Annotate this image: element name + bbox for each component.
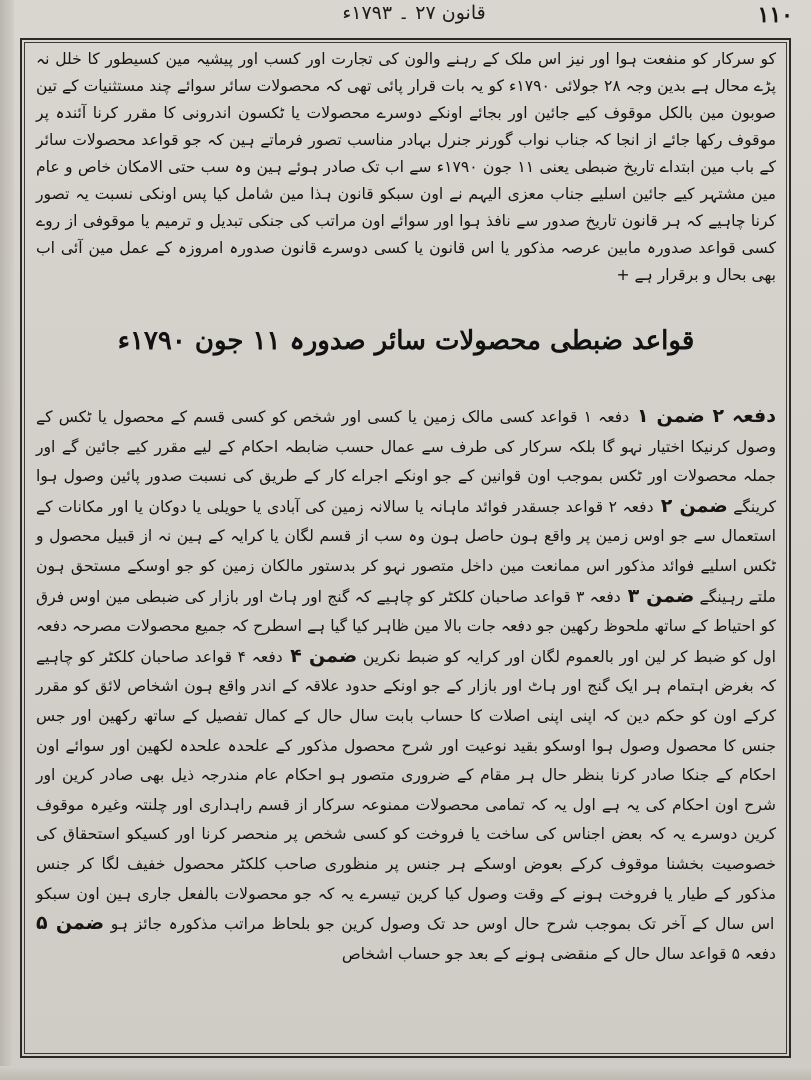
clause-2-text: دفعہ ۲ قواعد جسقدر فوائد ماہانہ یا سالانہ زمین کی آبادی یا حویلی یا دوکان یا اور مکانات کے استعمال سے جو اوس زمین پر واقع ہون حاصل ہون وہ سب از قسم لگان یا کرایہ کے ہین نہ از قبیل محصول و ٹکس اسلیے فوائد مذکور اس ممانعت مین داخل متصور نہو کر بدستور مالکان زمین کو جو اوسکے مستحق ہون ملتے رہینگے <box>36 497 776 606</box>
clause-2-label: ضمن ۲ <box>653 494 728 517</box>
intro-paragraph: کو سرکار کو منفعت ہوا اور نیز اس ملک کے رہنے والون کی تجارت اور کسب اور پیشیہ مین کسیطور کا خلل نہ پڑے محال ہے بدین وجہ ۲۸ جولائی ۱۷۹۰ء کو یہ بات قرار پائی تھی کہ محصولات سائر سوائے چند مستثنیات کے تین صوبون مین بالکل موقوف کیے جائین اور بجائے اونکے دوسرے محصولات یا ٹکسون اندرونی کا مقرر کرنا آئندہ پر موقوف رکھا جائے از انجا کہ جناب نواب گورنر جنرل بہادر مناسب تصور فرماتے ہین کہ جو قواعد محصولات سائر کے باب مین ابتداے تاریخ ضبطی یعنی ۱۱ جون ۱۷۹۰ء سے اب تک صادر ہوئے ہین وہ سب حتی الامکان خاص و عام مین مشتہر کیے جائین اسلیے جناب معزی الیہم نے اون سبکو قانون ہذا مین شامل کیا پس اونکی نسبت یہ تصور کرنا چاہیے کہ ہر قانون تاریخ صدور سے نافذ ہوا اور سوائے اون مراتب کی جنکی تبدیل و ترمیم یا موقوفی از روے کسی قواعد صدورہ مابین عرصہ مذکور یا اس قانون یا کسی دوسرے قانون صدورہ امروزہ کے عمل مین آئی اب بھی بحال و برقرار ہے + <box>36 50 776 284</box>
clauses-body <box>36 402 776 969</box>
clause-3-label: ضمن ۳ <box>620 584 695 607</box>
clause-1-label: دفعہ ۲ ضمن ۱ <box>629 405 776 427</box>
clause-1-text: دفعہ ۱ قواعد کسی مالک زمین یا کسی اور شخص کو کسی قسم کے محصول یا ٹکس کے وصول کرنیکا اختیار نہو گا بلکہ سرکار کی طرف سے عمال حسب ضابطہ احکام کے لیے مقرر کیے جائین گے اور جملہ محصولات اور ٹکس بموجب اون قوانین کے جو اونکے اجراے کار کے طریق کی نسبت صدور پائین وصول ہوا کرینگے <box>36 408 777 516</box>
clause-5-label: ضمن ۵ <box>36 912 105 935</box>
clause-4-label: ضمن ۴ <box>282 644 358 667</box>
running-title: قانون ۲۷ ۔ ۱۷۹۳ء <box>342 2 486 24</box>
clause-3-text: دفعہ ۳ قواعد صاحبان کلکٹر کو چاہیے کہ گنج اور ہاٹ اور بازار کی ضبطی مین اوس فرق کو احتیاط کے ساتھ ملحوظ رکھین جو دفعہ جات بالا مین ظاہر کیا گیا ہے اسطرح کہ جمیع محصولات مصرحہ دفعہ اول کو ضبط کر لین اور بالعموم لگان اور کرایہ کو ضبط نکرین <box>36 587 776 666</box>
page-edge-left <box>0 0 14 1080</box>
page-number: ۱۱۰ <box>757 2 793 28</box>
clause-5-text: دفعہ ۵ قواعد سال حال کے منقضی ہونے کے بعد جو حساب اشخاص <box>341 944 776 963</box>
clause-4-text: دفعہ ۴ قواعد صاحبان کلکٹر کو چاہیے کہ بغرض اہتمام ہر ایک گنج اور ہاٹ اور بازار کے جو اونکے حدود علاقہ کے اندر واقع ہون اشخاص لائق کو مقرر کرکے اون کو حکم دین کہ اپنی اپنی اصلات کا حساب بابت سال حال کے کمال تفصیل کے ساتھ رکھین اور جس جنس کا محصول وصول ہوا اوسکو بقید نوعیت اور شرح محصول مذکور کے علحدہ علحدہ لکھین اور سوائے اون احکام کے جنکا صادر کرنا بنظر حال ہر مقام کے ضروری متصور ہو احکام عام مندرجہ ذیل بھی صادر کرین اور شرح اون احکام کی یہ ہے اول یہ کہ تمامی محصولات ممنوعہ سرکار از قسم راہداری اور چلنتہ وغیرہ موقوف کرین دوسرے یہ کہ بعض اجناس کی ساخت یا فروخت کو کسی شخص پر منحصر کرنا اور کسیکو استحقاق کی خصوصیت بخشنا موقوف کرکے بعوض اوسکے ہر جنس پر منظوری صاحب کلکٹر محصول خفیف لگا کر جنس مذکور کے طیار یا فروخت ہونے کے وقت وصول کیا کرین تیسرے یہ کہ جو محصولات بالفعل جاری ہین اون سبکو اس سال کے آخر تک بموجب شرح حال اوس حد تک وصول کرین جو بلحاظ مراتب مذکورہ جائز ہو <box>36 647 776 934</box>
page-edge-bottom <box>0 1066 811 1080</box>
page-header <box>14 2 797 36</box>
section-heading: قواعد ضبطی محصولات سائر صدورہ ۱۱ جون ۱۷۹۰ء <box>117 326 695 356</box>
